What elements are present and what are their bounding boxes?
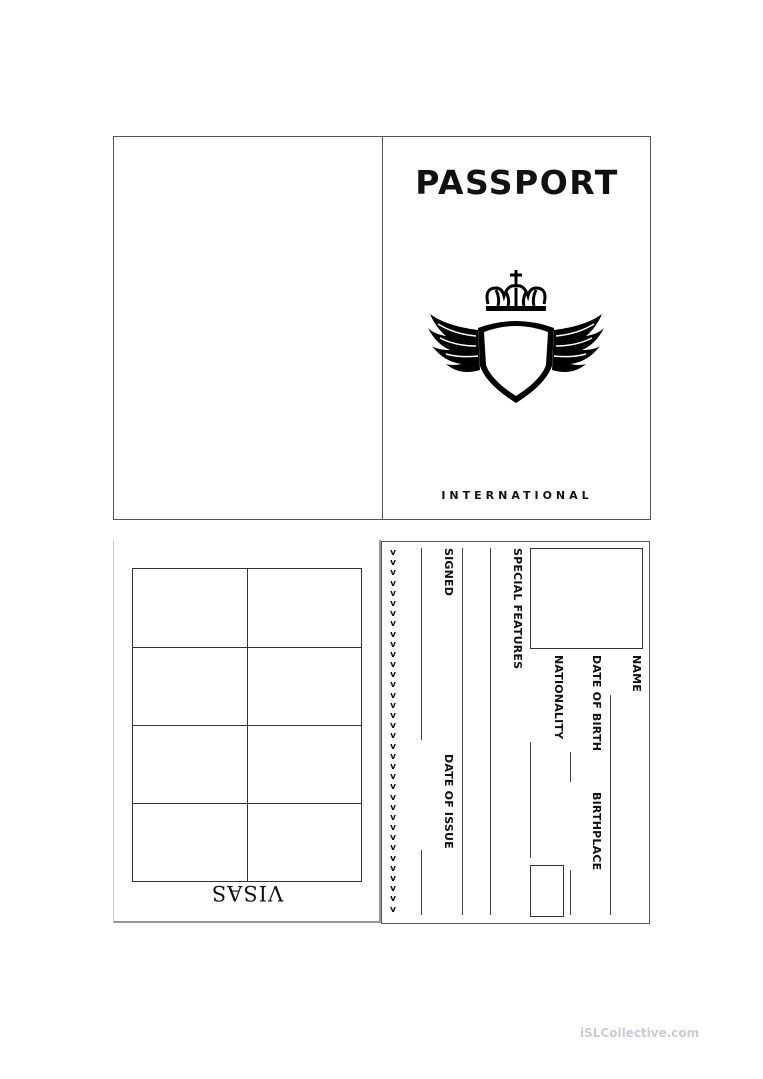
photo-box (530, 548, 643, 649)
birthplace-label: BIRTHPLACE (590, 792, 603, 871)
chevron-mark: v (390, 649, 396, 660)
chevron-mark: v (390, 843, 396, 854)
watermark: iSLCollective.com (580, 1026, 700, 1040)
chevron-mark: v (390, 751, 396, 762)
chevron-mark: v (390, 853, 396, 864)
chevron-mark: v (390, 578, 396, 589)
chevron-mark: v (390, 700, 396, 711)
birthplace-line (570, 870, 571, 915)
signed-line (462, 548, 463, 915)
date-of-birth-label: DATE OF BIRTH (590, 655, 603, 752)
chevron-mark: v (390, 772, 396, 783)
chevron-mark: v (390, 670, 396, 681)
signature-line (421, 548, 422, 740)
passport-subtitle: INTERNATIONAL (441, 489, 593, 502)
chevron-mark: v (390, 812, 396, 823)
chevron-mark: v (390, 711, 396, 721)
chevron-mark: v (390, 833, 396, 844)
thumbprint-box (530, 865, 564, 917)
chevron-mark: v (390, 884, 396, 895)
date-of-issue-label: DATE OF ISSUE (442, 754, 455, 849)
passport-title: PASSPORT (415, 163, 619, 202)
special-features-label: SPECIAL FEATURES (511, 548, 524, 670)
chevron-mark: v (390, 782, 396, 793)
chevron-mark: v (390, 874, 396, 884)
cover-inside-page (113, 136, 383, 520)
visas-label: VISAS (210, 881, 284, 905)
name-label: NAME (630, 655, 643, 692)
nationality-label: NATIONALITY (552, 655, 565, 740)
chevron-mark: v (390, 894, 396, 905)
date-of-birth-line (570, 752, 571, 782)
chevron-mark: v (390, 609, 396, 620)
chevron-mark: v (390, 761, 396, 772)
name-line (610, 695, 611, 915)
chevron-mark: v (390, 629, 396, 640)
chevron-mark: v (390, 598, 396, 609)
signed-label: SIGNED (442, 548, 455, 597)
crowned-winged-shield-icon (426, 266, 606, 406)
chevron-mark: v (390, 802, 396, 813)
chevron-mark: v (390, 904, 396, 915)
grid-divider (133, 803, 361, 804)
chevron-mark: v (390, 619, 396, 630)
chevron-mark: v (390, 639, 396, 650)
chevron-mark: v (390, 660, 396, 671)
grid-divider (133, 725, 361, 726)
chevron-mark: v (390, 721, 396, 732)
special-features-line (490, 548, 491, 915)
chevron-mark: v (390, 792, 396, 803)
chevron-mark: v (390, 680, 396, 691)
chevron-column (386, 548, 400, 918)
chevron-mark: v (390, 568, 396, 579)
grid-divider (133, 647, 361, 648)
visa-stamp-grid (132, 568, 362, 882)
date-of-issue-line (421, 850, 422, 915)
chevron-mark: v (390, 731, 396, 742)
chevron-mark: v (390, 588, 396, 599)
chevron-mark: v (390, 823, 396, 834)
nationality-line (530, 742, 531, 858)
chevron-mark: v (390, 741, 396, 752)
chevron-mark: v (390, 548, 396, 558)
chevron-mark: v (390, 558, 396, 569)
chevron-mark: v (390, 863, 396, 874)
chevron-mark: v (390, 690, 396, 701)
